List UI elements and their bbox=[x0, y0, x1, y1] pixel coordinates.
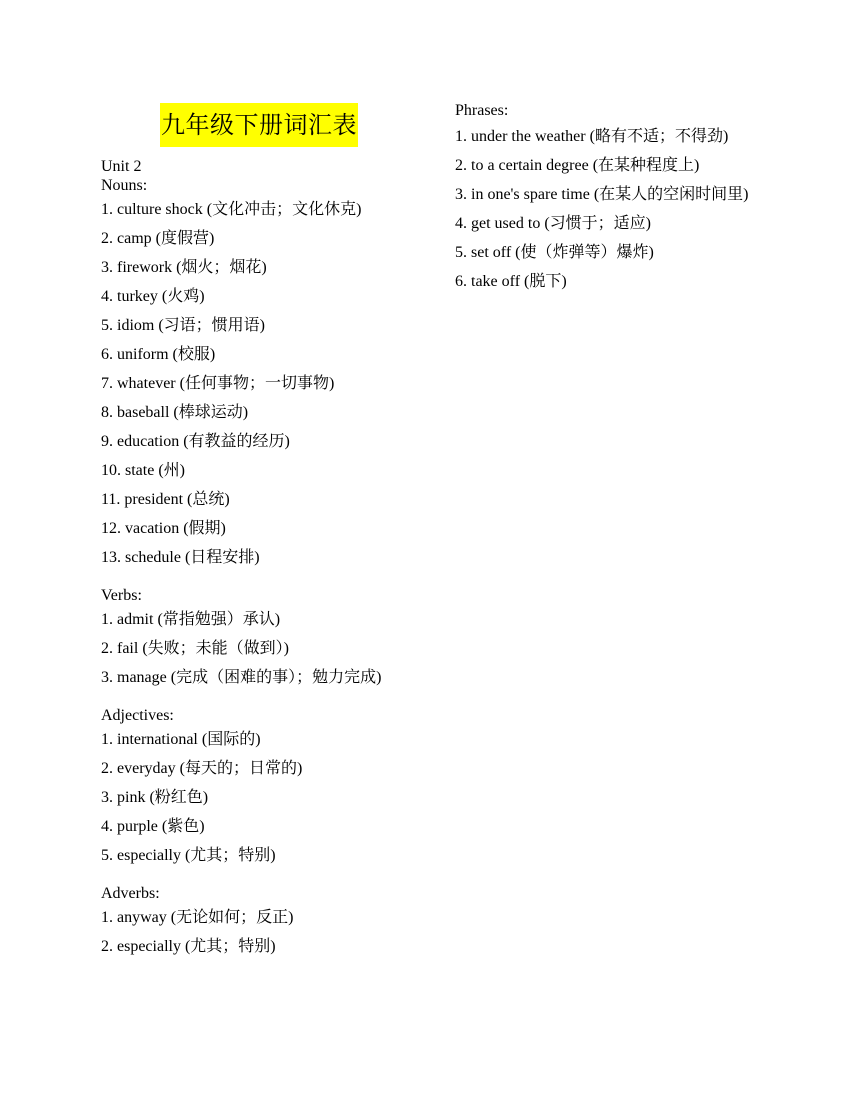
adjective-item: 5. especially (尤其；特别) bbox=[101, 847, 276, 864]
phrase-item: 4. get used to (习惯于；适应) bbox=[455, 215, 651, 232]
adverbs-heading: Adverbs: bbox=[101, 885, 160, 902]
adjectives-heading: Adjectives: bbox=[101, 707, 174, 724]
adverb-item: 1. anyway (无论如何；反正) bbox=[101, 909, 294, 926]
noun-item: 9. education (有教益的经历) bbox=[101, 433, 290, 450]
adjective-item: 4. purple (紫色) bbox=[101, 818, 205, 835]
nouns-section bbox=[101, 176, 441, 572]
adjective-item: 3. pink (粉红色) bbox=[101, 789, 209, 806]
noun-item: 11. president (总统) bbox=[101, 491, 230, 508]
noun-item: 12. vacation (假期) bbox=[101, 520, 226, 537]
phrases-section bbox=[455, 100, 835, 296]
right-column bbox=[455, 100, 835, 296]
phrase-item: 3. in one's spare time (在某人的空闲时间里) bbox=[455, 186, 749, 203]
noun-item: 7. whatever (任何事物；一切事物) bbox=[101, 375, 335, 392]
unit-label: Unit 2 bbox=[101, 158, 142, 175]
nouns-heading: Nouns: bbox=[101, 177, 148, 194]
noun-item: 10. state (州) bbox=[101, 462, 185, 479]
phrases-heading: Phrases: bbox=[455, 102, 509, 119]
verb-item: 3. manage (完成（困难的事）；勉力完成) bbox=[101, 669, 382, 686]
adjective-item: 1. international (国际的) bbox=[101, 731, 261, 748]
left-column bbox=[101, 100, 441, 961]
verb-item: 1. admit (常指勉强）承认) bbox=[101, 611, 281, 628]
adverb-item: 2. especially (尤其；特别) bbox=[101, 938, 276, 955]
noun-item: 6. uniform (校服) bbox=[101, 346, 216, 363]
adjectives-section bbox=[101, 706, 441, 870]
noun-item: 4. turkey (火鸡) bbox=[101, 288, 205, 305]
noun-item: 3. firework (烟火；烟花) bbox=[101, 259, 267, 276]
phrase-item: 5. set off (使（炸弹等）爆炸) bbox=[455, 244, 654, 261]
verbs-heading: Verbs: bbox=[101, 587, 142, 604]
noun-item: 13. schedule (日程安排) bbox=[101, 549, 260, 566]
noun-item: 5. idiom (习语；惯用语) bbox=[101, 317, 265, 334]
phrase-item: 2. to a certain degree (在某种程度上) bbox=[455, 157, 700, 174]
phrase-item: 6. take off (脱下) bbox=[455, 273, 567, 290]
noun-item: 1. culture shock (文化冲击；文化休克) bbox=[101, 201, 362, 218]
verbs-section bbox=[101, 586, 441, 692]
adjective-item: 2. everyday (每天的；日常的) bbox=[101, 760, 303, 777]
noun-item: 2. camp (度假营) bbox=[101, 230, 215, 247]
adverbs-section bbox=[101, 884, 441, 961]
title-wrapper bbox=[101, 100, 417, 148]
page-title: 九年级下册词汇表 bbox=[160, 103, 358, 147]
verb-item: 2. fail (失败；未能（做到）) bbox=[101, 640, 289, 657]
noun-item: 8. baseball (棒球运动) bbox=[101, 404, 249, 421]
phrase-item: 1. under the weather (略有不适；不得劲) bbox=[455, 128, 729, 145]
